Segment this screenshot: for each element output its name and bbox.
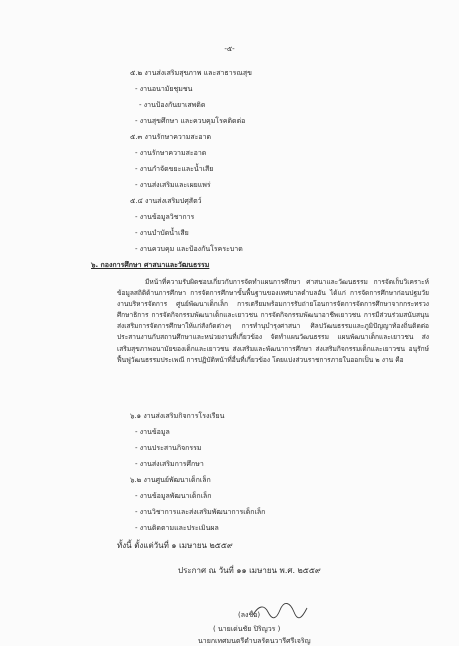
signer-name: ( นายเด่นชัย ปิริญวร ) [213,625,281,633]
effective-date-line: ทั้งนี้ ตั้งแต่วันที่ ๑ เมษายน ๒๕๕๙ [117,541,233,550]
list-item: - งานสุขศึกษา และควบคุมโรคติดต่อ [135,117,246,125]
list-item: ๖.๑ งานส่งเสริมกิจการโรงเรียน [130,412,225,420]
list-item: - งานส่งเสริมการศึกษา [135,460,204,468]
list-item: ๕.๓ งานรักษาความสะอาด [130,133,212,141]
list-item: - งานประสานกิจกรรม [135,444,202,452]
list-item: - งานบำบัดน้ำเสีย [135,229,189,237]
list-item: - งานติดตามและประเมินผล [135,524,219,532]
list-item: - งานข้อมูลวิชาการ [135,213,195,221]
list-item: - งานควบคุม และป้องกันโรคระบาด [135,245,243,253]
list-item: - งานส่งเสริมและเผยแพร่ [135,181,211,189]
list-item: ๕.๒ งานส่งเสริมสุขภาพ และสาธารณสุข [130,69,252,77]
list-item: - งานกำจัดขยะและน้ำเสีย [135,165,214,173]
signer-title: นายกเทศมนตรีตำบลรัตนวารีศรีเจริญ [198,637,311,645]
page-number: -๕- [224,45,235,53]
sign-label: (ลงชื่อ) [238,611,261,619]
list-item: ๕.๔ งานส่งเสริมปศุสัตว์ [130,197,202,205]
list-item: ๖.๒ งานศูนย์พัฒนาเด็กเล็ก [130,476,211,484]
list-item: - งานข้อมูลพัฒนาเด็กเล็ก [135,492,212,500]
list-item: - งานป้องกันยาเสพติด [139,101,206,109]
list-item: - งานรักษาความสะอาด [135,149,207,157]
announce-date-line: ประกาศ ณ วันที่ ๑๑ เมษายน พ.ศ. ๒๕๕๙ [178,566,321,575]
list-item: - งานวิชาการและส่งเสริมพัฒนาการเด็กเล็ก [135,508,266,516]
list-item: - งานอนามัยชุมชน [135,85,193,93]
section-paragraph: มีหน้าที่ความรับผิดชอบเกี่ยวกับการจัดทำแผนการศึกษา ศาสนาและวัฒนธรรม การจัดเก็บวิเคราะห์ข้อมูลสถิติด้านการศึกษา การจัดการศึกษาขั้นพื้นฐานของเทศบาลตำบลอัน ได้แก่ การจัดการศึกษาก่อนปฐมวัย งานบริหารจัดการ ศูนย์พัฒนาเด็กเล็ก การเตรียมพร้อมการรับถ่ายโอนการจัดการจัดการศึกษาจากกระทรวงศึกษาธิการ การจัดกิจกรรมพัฒนาเด็กและเยาวชน การจัดกิจกรรมพัฒนาอาชีพเยาวชน การมีส่วนร่วมสนับสนุนส่งเสริมการจัดการศึกษาให้แก่สังกัดต่างๆ การทำนุบำรุงศาสนา ศิลปวัฒนธรรมและภูมิปัญญาท้องถิ่นติดต่อประสานงานกับสถานศึกษาและหน่วยงานที่เกี่ยวข้อง จัดทำแผนวัฒนธรรม แผนพัฒนาเด็กและเยาวชน ส่งเสริมสุขภาพอนามัยของเด็กและเยาวชน ส่งเสริมและพัฒนาการศึกษา ส่งเสริมกิจกรรมเด็กและเยาวชน อนุรักษ์ฟื้นฟูวัฒนธรรมประเพณี การปฏิบัติหน้าที่อื่นที่เกี่ยวข้อง โดยแบ่งส่วนราชการภายในออกเป็น ๒ งาน คือ [117,278,429,364]
list-item: - งานข้อมูล [135,428,170,436]
section-heading: ๖. กองการศึกษา ศาสนาและวัฒนธรรม [91,261,210,269]
